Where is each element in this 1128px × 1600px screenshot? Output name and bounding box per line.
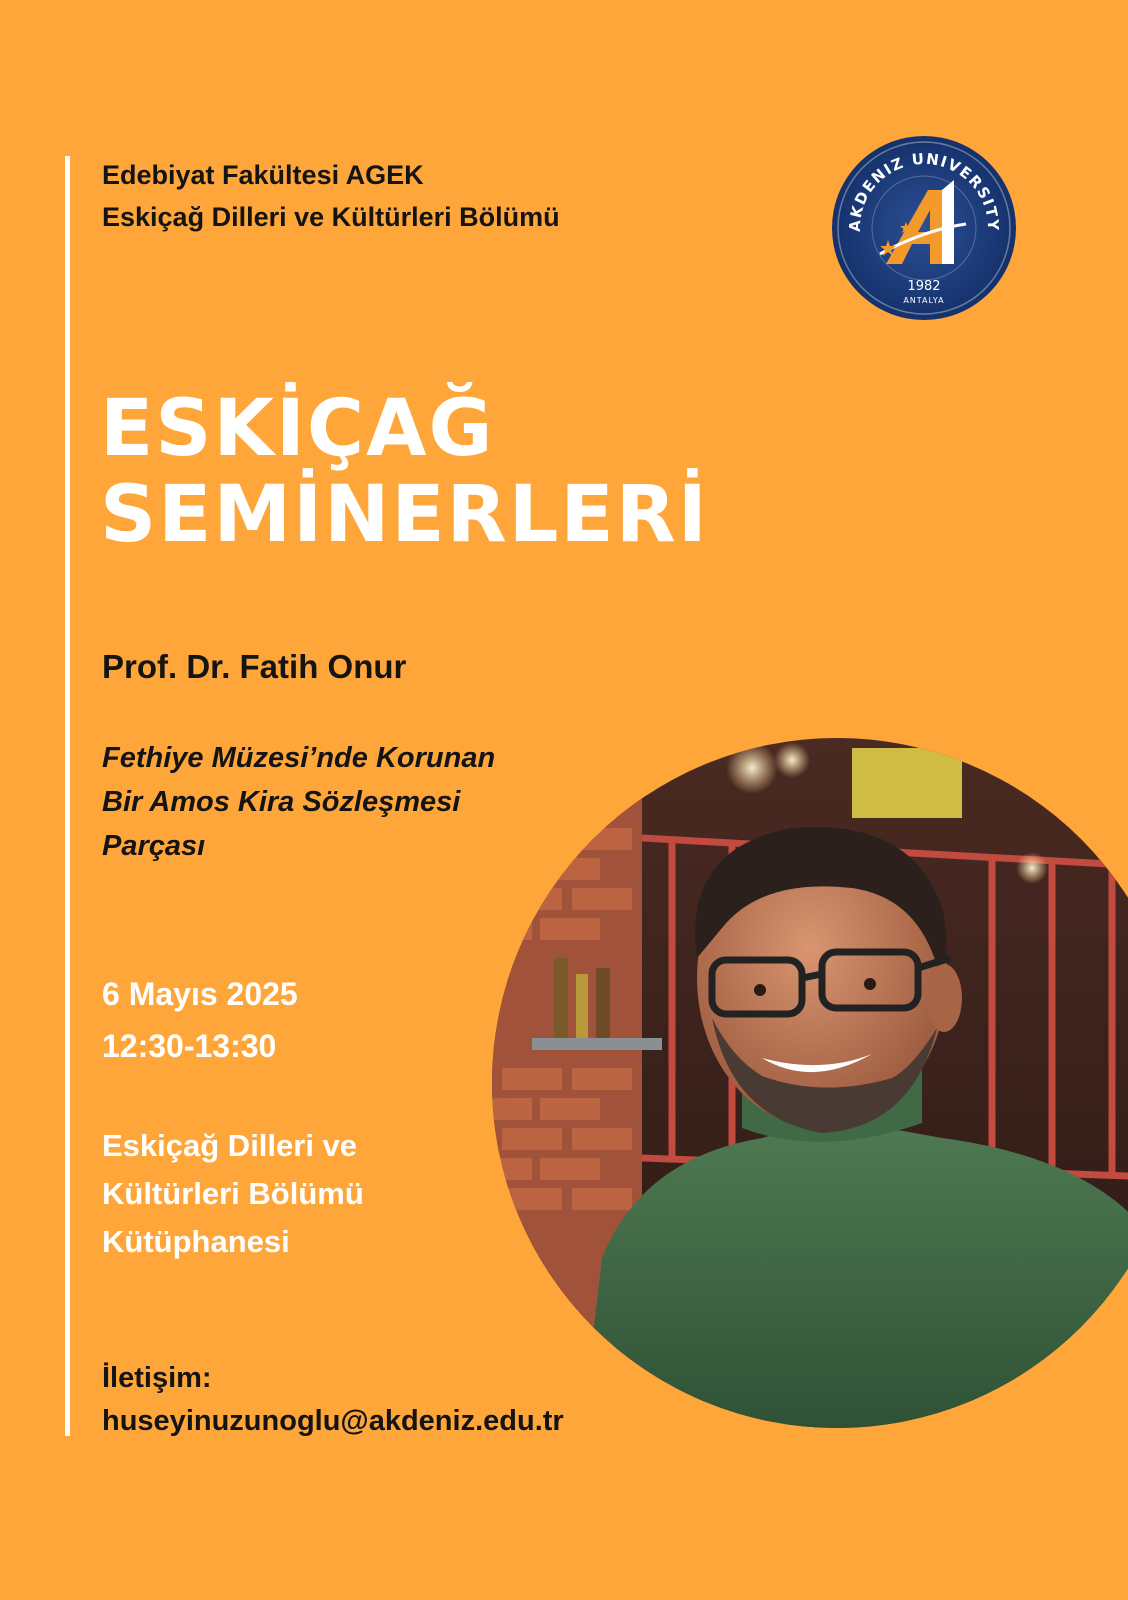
department-name: Eskiçağ Dilleri ve Kültürleri Bölümü xyxy=(102,202,560,232)
university-logo xyxy=(830,134,1018,322)
venue-line3: Kütüphanesi xyxy=(102,1224,290,1259)
accent-divider xyxy=(65,156,70,1436)
faculty-name: Edebiyat Fakültesi AGEK xyxy=(102,160,424,190)
speaker-portrait-icon xyxy=(492,738,1128,1428)
event-time: 12:30-13:30 xyxy=(102,1028,277,1064)
seminar-title-line2: SEMİNERLERİ xyxy=(100,470,709,560)
contact-label: İletişim: xyxy=(102,1362,212,1394)
venue-line2: Kültürleri Bölümü xyxy=(102,1176,364,1211)
speaker-name: Prof. Dr. Fatih Onur xyxy=(102,648,407,685)
venue-line1: Eskiçağ Dilleri ve xyxy=(102,1128,358,1163)
speaker-photo xyxy=(492,738,1128,1428)
logo-city-text: ANTALYA xyxy=(903,296,945,305)
logo-year-text: 1982 xyxy=(907,279,941,294)
event-date: 6 Mayıs 2025 xyxy=(102,976,298,1012)
seminar-title-line1: ESKİÇAĞ xyxy=(100,384,495,474)
talk-topic-line2: Bir Amos Kira Sözleşmesi xyxy=(102,786,461,818)
logo-name-text: AKDENIZ UNIVERSITY xyxy=(845,149,1003,233)
talk-topic-line3: Parçası xyxy=(102,830,206,862)
university-seal-icon xyxy=(830,134,1018,322)
contact-email: huseyinuzunoglu@akdeniz.edu.tr xyxy=(102,1405,564,1437)
talk-topic-line1: Fethiye Müzesi’nde Korunan xyxy=(102,742,496,774)
